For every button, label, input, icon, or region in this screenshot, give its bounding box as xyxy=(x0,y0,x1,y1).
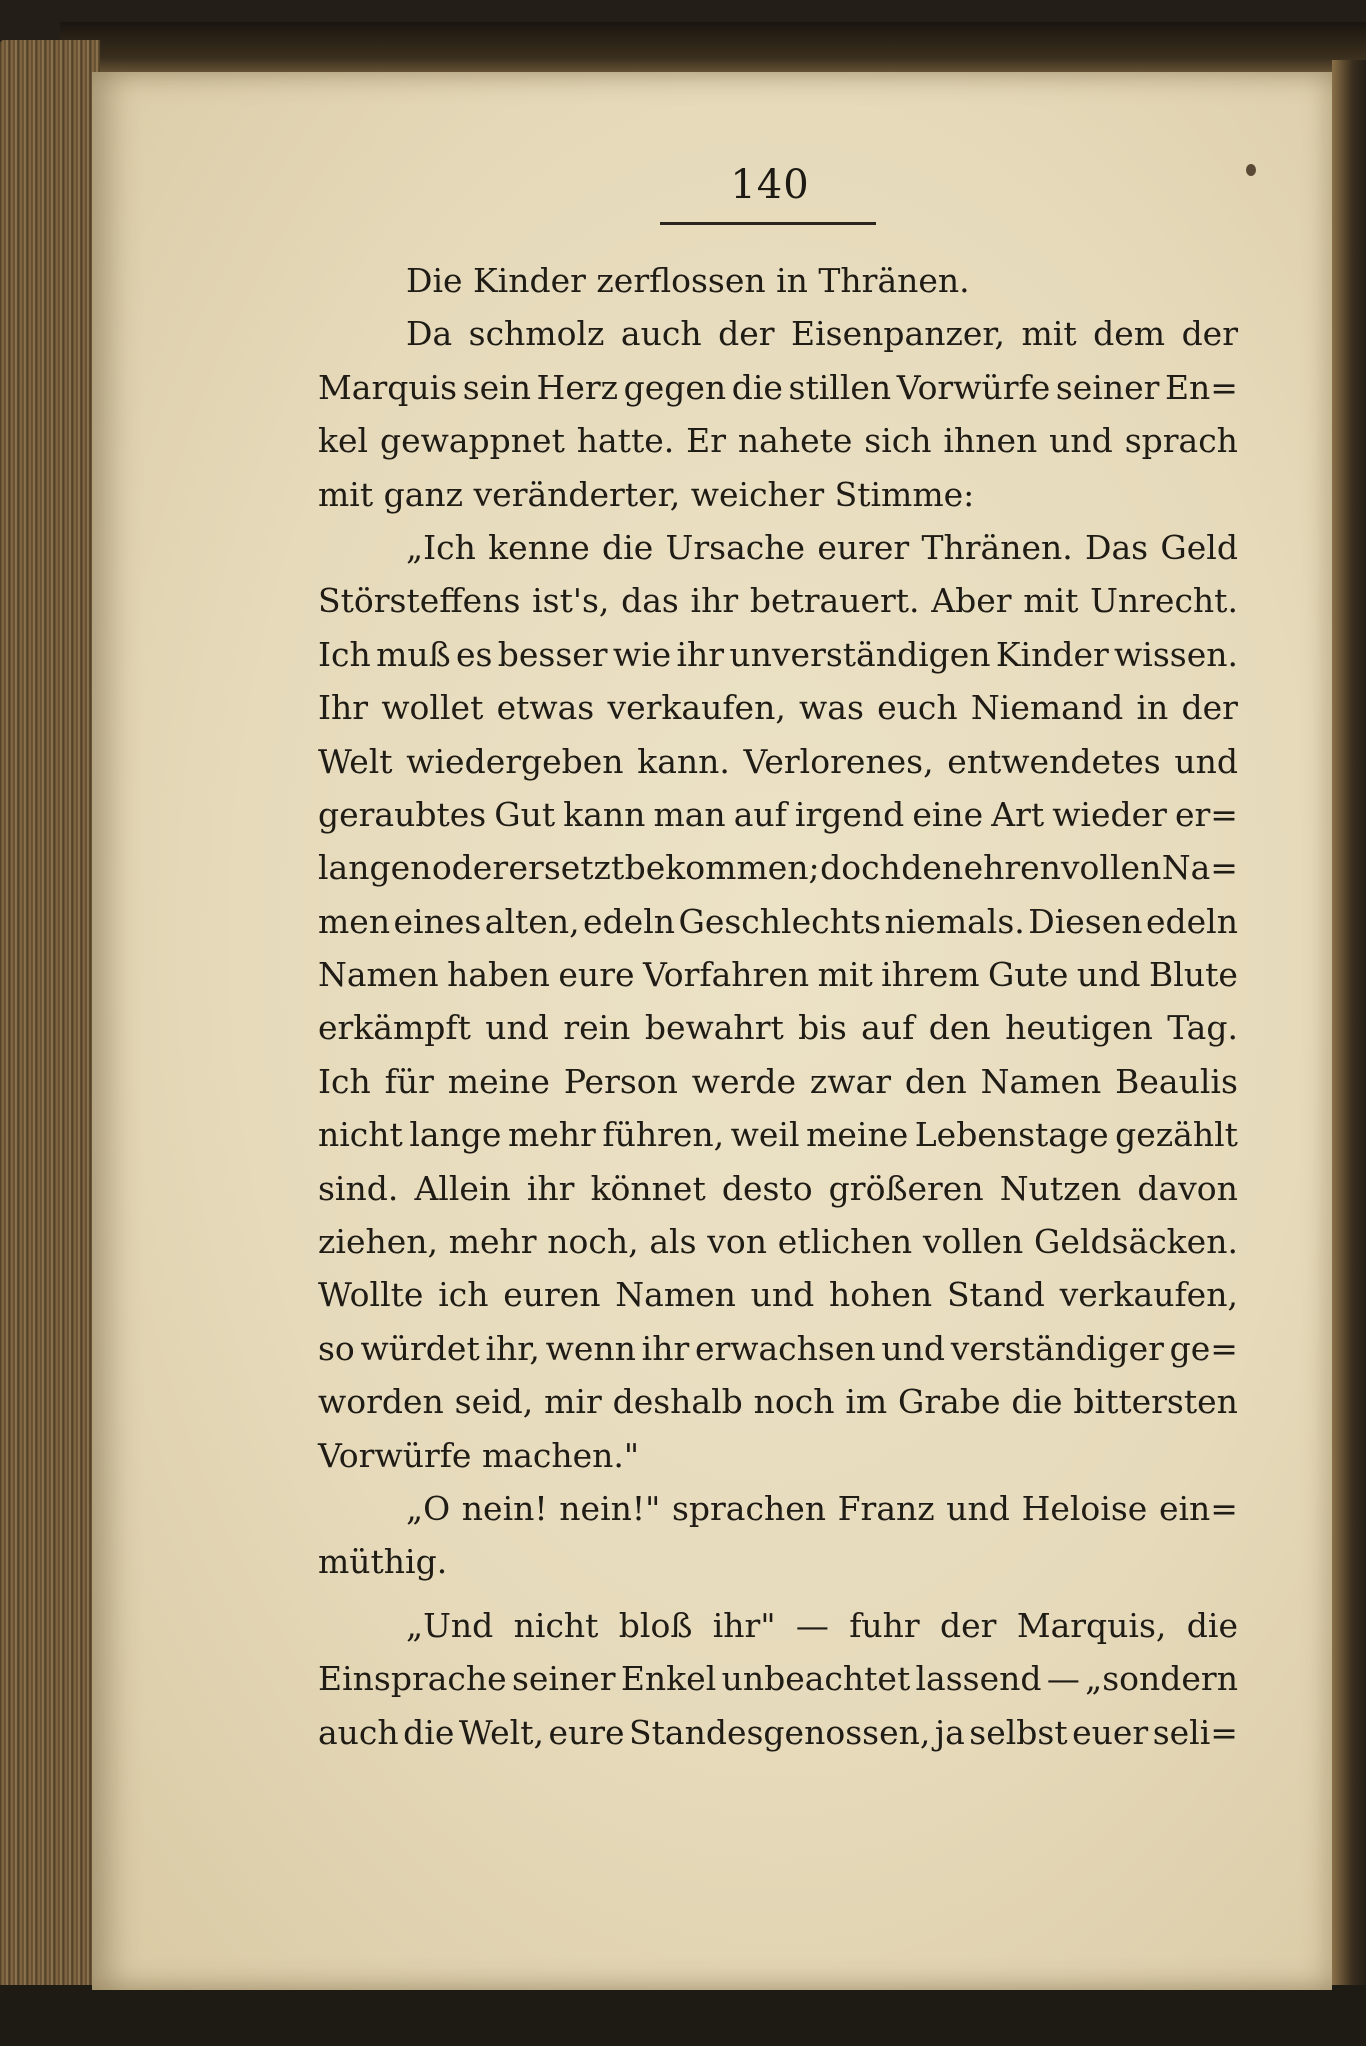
word: verkaufen, xyxy=(1059,1275,1238,1315)
word: hatte. xyxy=(576,421,675,461)
text-line xyxy=(318,1652,1238,1705)
word: wiedergeben xyxy=(406,741,624,781)
word: ihnen xyxy=(943,421,1038,461)
word: bis xyxy=(798,1008,847,1048)
text-line xyxy=(318,1215,1238,1268)
word: ihr, xyxy=(485,1328,540,1368)
word: Marquis xyxy=(318,367,458,407)
word: Ihr xyxy=(318,688,369,728)
word: weil xyxy=(730,1115,800,1155)
word: die xyxy=(1011,1382,1063,1422)
word: euer xyxy=(1072,1712,1149,1752)
word: ihr xyxy=(676,634,725,674)
word: Vorfahren xyxy=(642,955,810,995)
word: Geschlechts xyxy=(678,901,882,941)
word: und xyxy=(750,1275,815,1315)
word: mir xyxy=(544,1382,602,1422)
word: noch xyxy=(753,1382,835,1422)
word: den xyxy=(901,848,964,888)
word: von xyxy=(707,1222,768,1262)
word: der xyxy=(1181,314,1238,354)
word: niemals. xyxy=(884,901,1025,941)
word: meine xyxy=(447,1061,550,1101)
word: als xyxy=(649,1222,697,1262)
word: nicht xyxy=(318,1115,403,1155)
word: Art xyxy=(991,794,1045,834)
text-line: müthig. xyxy=(318,1542,448,1582)
text-line xyxy=(318,521,1238,574)
word: eurer xyxy=(817,527,910,567)
word: muß xyxy=(376,634,451,674)
word: bittersten xyxy=(1073,1382,1238,1422)
word: — xyxy=(795,1605,829,1645)
word: Tag. xyxy=(1167,1008,1238,1048)
word: so xyxy=(318,1328,355,1368)
word: und xyxy=(946,1488,1010,1528)
word: auf xyxy=(733,794,787,834)
word: und xyxy=(1049,421,1113,461)
word: Gute xyxy=(988,955,1069,995)
word: haben xyxy=(447,955,550,995)
word: könnet xyxy=(590,1168,706,1208)
text-line xyxy=(318,574,1238,627)
word: „O xyxy=(406,1488,451,1528)
word: ihr xyxy=(641,1328,690,1368)
word: bloß xyxy=(618,1605,693,1645)
word: erkämpft xyxy=(318,1008,471,1048)
word: Allein xyxy=(414,1168,511,1208)
text-line xyxy=(318,1375,1238,1428)
word: desto xyxy=(721,1168,813,1208)
word: davon xyxy=(1137,1168,1238,1208)
word: mit xyxy=(817,955,873,995)
word: meine xyxy=(806,1115,909,1155)
text-line xyxy=(318,788,1238,841)
word: irgend xyxy=(794,794,905,834)
word: sein xyxy=(462,367,531,407)
text-line xyxy=(318,895,1238,948)
word: wenn xyxy=(545,1328,636,1368)
word: Verlorenes, xyxy=(743,741,934,781)
word: eine xyxy=(912,794,984,834)
word: Störsteffens xyxy=(318,581,521,621)
word: Niemand xyxy=(970,688,1124,728)
word: nicht xyxy=(513,1605,599,1645)
word: Blute xyxy=(1149,955,1238,995)
word: das xyxy=(621,581,679,621)
word: Namen xyxy=(980,1061,1102,1101)
word: kann xyxy=(563,794,646,834)
word: in xyxy=(1136,688,1169,728)
word: En= xyxy=(1164,367,1238,407)
word: entwendetes xyxy=(947,741,1161,781)
word: langen xyxy=(318,848,432,888)
text-line xyxy=(318,1599,1238,1652)
word: der xyxy=(718,314,775,354)
word: hohen xyxy=(829,1275,933,1315)
word: erwachsen xyxy=(694,1328,876,1368)
word: Eisenpanzer, xyxy=(791,314,1005,354)
word: ge= xyxy=(1169,1328,1238,1368)
word: Herz xyxy=(536,367,619,407)
word: sind. xyxy=(318,1168,399,1208)
word: auch xyxy=(620,314,702,354)
word: man xyxy=(653,794,726,834)
word: Geld xyxy=(1160,527,1238,567)
word: was xyxy=(799,688,864,728)
word: Person xyxy=(563,1061,678,1101)
word: und xyxy=(881,1328,945,1368)
word: unbeachtet xyxy=(721,1659,911,1699)
word: für xyxy=(384,1061,434,1101)
word: Kinder xyxy=(995,634,1109,674)
word: noch, xyxy=(547,1222,639,1262)
word: größeren xyxy=(828,1168,984,1208)
word: fuhr xyxy=(849,1605,920,1645)
text-line xyxy=(318,1162,1238,1215)
word: auf xyxy=(861,1008,915,1048)
book-gutter-right xyxy=(1332,60,1366,1995)
word: Wollte xyxy=(318,1275,424,1315)
word: ehrenvollen xyxy=(963,848,1162,888)
word: „Ich xyxy=(406,527,476,567)
word: Namen xyxy=(318,955,439,995)
word: bekommen; xyxy=(624,848,820,888)
word: ich xyxy=(438,1275,489,1315)
word: mit xyxy=(1023,581,1079,621)
word: Nutzen xyxy=(999,1168,1122,1208)
word: Lebenstage xyxy=(914,1115,1109,1155)
word: Vorwürfe xyxy=(896,367,1051,407)
word: lassend xyxy=(915,1659,1042,1699)
word: wollet xyxy=(381,688,484,728)
word: Namen xyxy=(615,1275,736,1315)
word: mit xyxy=(1021,314,1077,354)
text-line xyxy=(318,841,1238,894)
word: „sondern xyxy=(1085,1659,1238,1699)
word: geraubtes xyxy=(318,794,487,834)
word: ja xyxy=(934,1712,965,1752)
word: besser xyxy=(497,634,608,674)
word: unverständigen xyxy=(729,634,991,674)
book-binding-top xyxy=(60,22,1366,74)
word: nein!" xyxy=(559,1488,661,1528)
word: wieder xyxy=(1052,794,1167,834)
word: ziehen, xyxy=(318,1222,438,1262)
word: mehr xyxy=(448,1222,537,1262)
word: eure xyxy=(548,1712,625,1752)
word: würdet xyxy=(360,1328,480,1368)
text-line: Vorwürfe machen." xyxy=(318,1435,640,1475)
word: Das xyxy=(1085,527,1149,567)
word: die xyxy=(731,367,783,407)
word: führen, xyxy=(602,1115,725,1155)
word: Ich xyxy=(318,634,371,674)
word: Einsprache xyxy=(318,1659,507,1699)
word: worden xyxy=(318,1382,444,1422)
text-line xyxy=(318,307,1238,360)
word: stillen xyxy=(788,367,892,407)
word: gegen xyxy=(623,367,727,407)
word: deshalb xyxy=(612,1382,743,1422)
word: oder xyxy=(431,848,509,888)
word: Welt, xyxy=(458,1712,544,1752)
text-line xyxy=(318,735,1238,788)
text-line xyxy=(318,1482,1238,1535)
word: es xyxy=(455,634,493,674)
word: edeln xyxy=(1145,901,1238,941)
book-page-edges xyxy=(0,40,100,2030)
word: sich xyxy=(864,421,932,461)
word: auch xyxy=(318,1712,399,1752)
word: ihr xyxy=(526,1168,575,1208)
word: die xyxy=(1186,1605,1238,1645)
word: die xyxy=(403,1712,455,1752)
text-line: Die Kinder zerflossen in Thränen. xyxy=(406,261,970,300)
word: Aber xyxy=(931,581,1012,621)
word: seid, xyxy=(454,1382,534,1422)
word: Na= xyxy=(1161,848,1238,888)
word: Thränen. xyxy=(921,527,1073,567)
word: vollen xyxy=(922,1222,1024,1262)
word: der xyxy=(940,1605,997,1645)
word: ihr" xyxy=(712,1605,776,1645)
word: alten, xyxy=(484,901,580,941)
text-line xyxy=(318,361,1238,414)
word: zwar xyxy=(809,1061,891,1101)
text-line xyxy=(318,1706,1238,1759)
text-line xyxy=(318,1108,1238,1161)
text-line xyxy=(318,1322,1238,1375)
word: Heloise xyxy=(1021,1488,1148,1528)
word: mehr xyxy=(507,1115,596,1155)
ink-spot xyxy=(1246,164,1256,176)
word: edeln xyxy=(583,901,676,941)
word: und xyxy=(1076,955,1141,995)
word: sprachen xyxy=(671,1488,826,1528)
word: nein! xyxy=(461,1488,548,1528)
word: eines xyxy=(393,901,482,941)
word: Unrecht. xyxy=(1090,581,1238,621)
text-line xyxy=(318,1001,1238,1054)
word: — xyxy=(1046,1659,1080,1699)
word: etlichen xyxy=(777,1222,913,1262)
word: Standesgenossen, xyxy=(629,1712,931,1752)
word: den xyxy=(904,1061,967,1101)
text-line xyxy=(318,681,1238,734)
word: Grabe xyxy=(898,1382,1001,1422)
word: ihrem xyxy=(881,955,980,995)
word: Beaulis xyxy=(1115,1061,1238,1101)
word: euren xyxy=(503,1275,601,1315)
text-line xyxy=(318,1268,1238,1321)
word: kenne xyxy=(488,527,590,567)
word: Welt xyxy=(318,741,393,781)
word: die xyxy=(602,527,654,567)
word: Diesen xyxy=(1028,901,1143,941)
word: und xyxy=(485,1008,549,1048)
word: men xyxy=(318,901,391,941)
word: schmolz xyxy=(468,314,605,354)
word: Geldsäcken. xyxy=(1034,1222,1238,1262)
word: wissen. xyxy=(1114,634,1238,674)
word: selbst xyxy=(969,1712,1068,1752)
book-binding-bottom xyxy=(0,1985,1366,2046)
word: gezählt xyxy=(1115,1115,1238,1155)
text-line xyxy=(318,628,1238,681)
word: Marquis, xyxy=(1016,1605,1167,1645)
word: seli= xyxy=(1152,1712,1238,1752)
word: seiner xyxy=(511,1659,616,1699)
text-line xyxy=(318,1055,1238,1108)
word: im xyxy=(845,1382,888,1422)
word: eure xyxy=(558,955,635,995)
word: er= xyxy=(1175,794,1238,834)
word: kann. xyxy=(637,741,730,781)
word: verkaufen, xyxy=(607,688,786,728)
word: lange xyxy=(409,1115,502,1155)
word: etwas xyxy=(496,688,595,728)
word: ersetzt xyxy=(508,848,625,888)
word: nahete xyxy=(737,421,853,461)
word: sprach xyxy=(1124,421,1238,461)
word: ist's, xyxy=(532,581,610,621)
page-number-rule xyxy=(660,222,876,225)
word: „Und xyxy=(406,1605,494,1645)
word: betrauert. xyxy=(749,581,920,621)
word: ihr xyxy=(690,581,739,621)
page-number: 140 xyxy=(730,162,810,208)
word: euch xyxy=(877,688,958,728)
word: kel xyxy=(318,421,369,461)
body-text xyxy=(318,254,1238,1759)
word: wie xyxy=(612,634,672,674)
word: ein= xyxy=(1158,1488,1238,1528)
word: der xyxy=(1181,688,1238,728)
word: Ursache xyxy=(665,527,806,567)
word: Er xyxy=(686,421,726,461)
word: bewahrt xyxy=(644,1008,784,1048)
word: Franz xyxy=(837,1488,935,1528)
word: seiner xyxy=(1055,367,1160,407)
word: doch xyxy=(820,848,901,888)
word: Da xyxy=(406,314,453,354)
text-line xyxy=(318,414,1238,467)
word: und xyxy=(1174,741,1238,781)
word: Stand xyxy=(946,1275,1045,1315)
word: gewappnet xyxy=(379,421,565,461)
text-line: mit ganz veränderter, weicher Stimme: xyxy=(318,474,975,514)
word: dem xyxy=(1093,314,1166,354)
word: Ich xyxy=(318,1061,371,1101)
word: Enkel xyxy=(620,1659,717,1699)
text-line xyxy=(318,948,1238,1001)
word: verständiger xyxy=(950,1328,1164,1368)
word: rein xyxy=(563,1008,631,1048)
word: Gut xyxy=(494,794,556,834)
word: den xyxy=(928,1008,991,1048)
word: werde xyxy=(691,1061,797,1101)
word: heutigen xyxy=(1005,1008,1153,1048)
